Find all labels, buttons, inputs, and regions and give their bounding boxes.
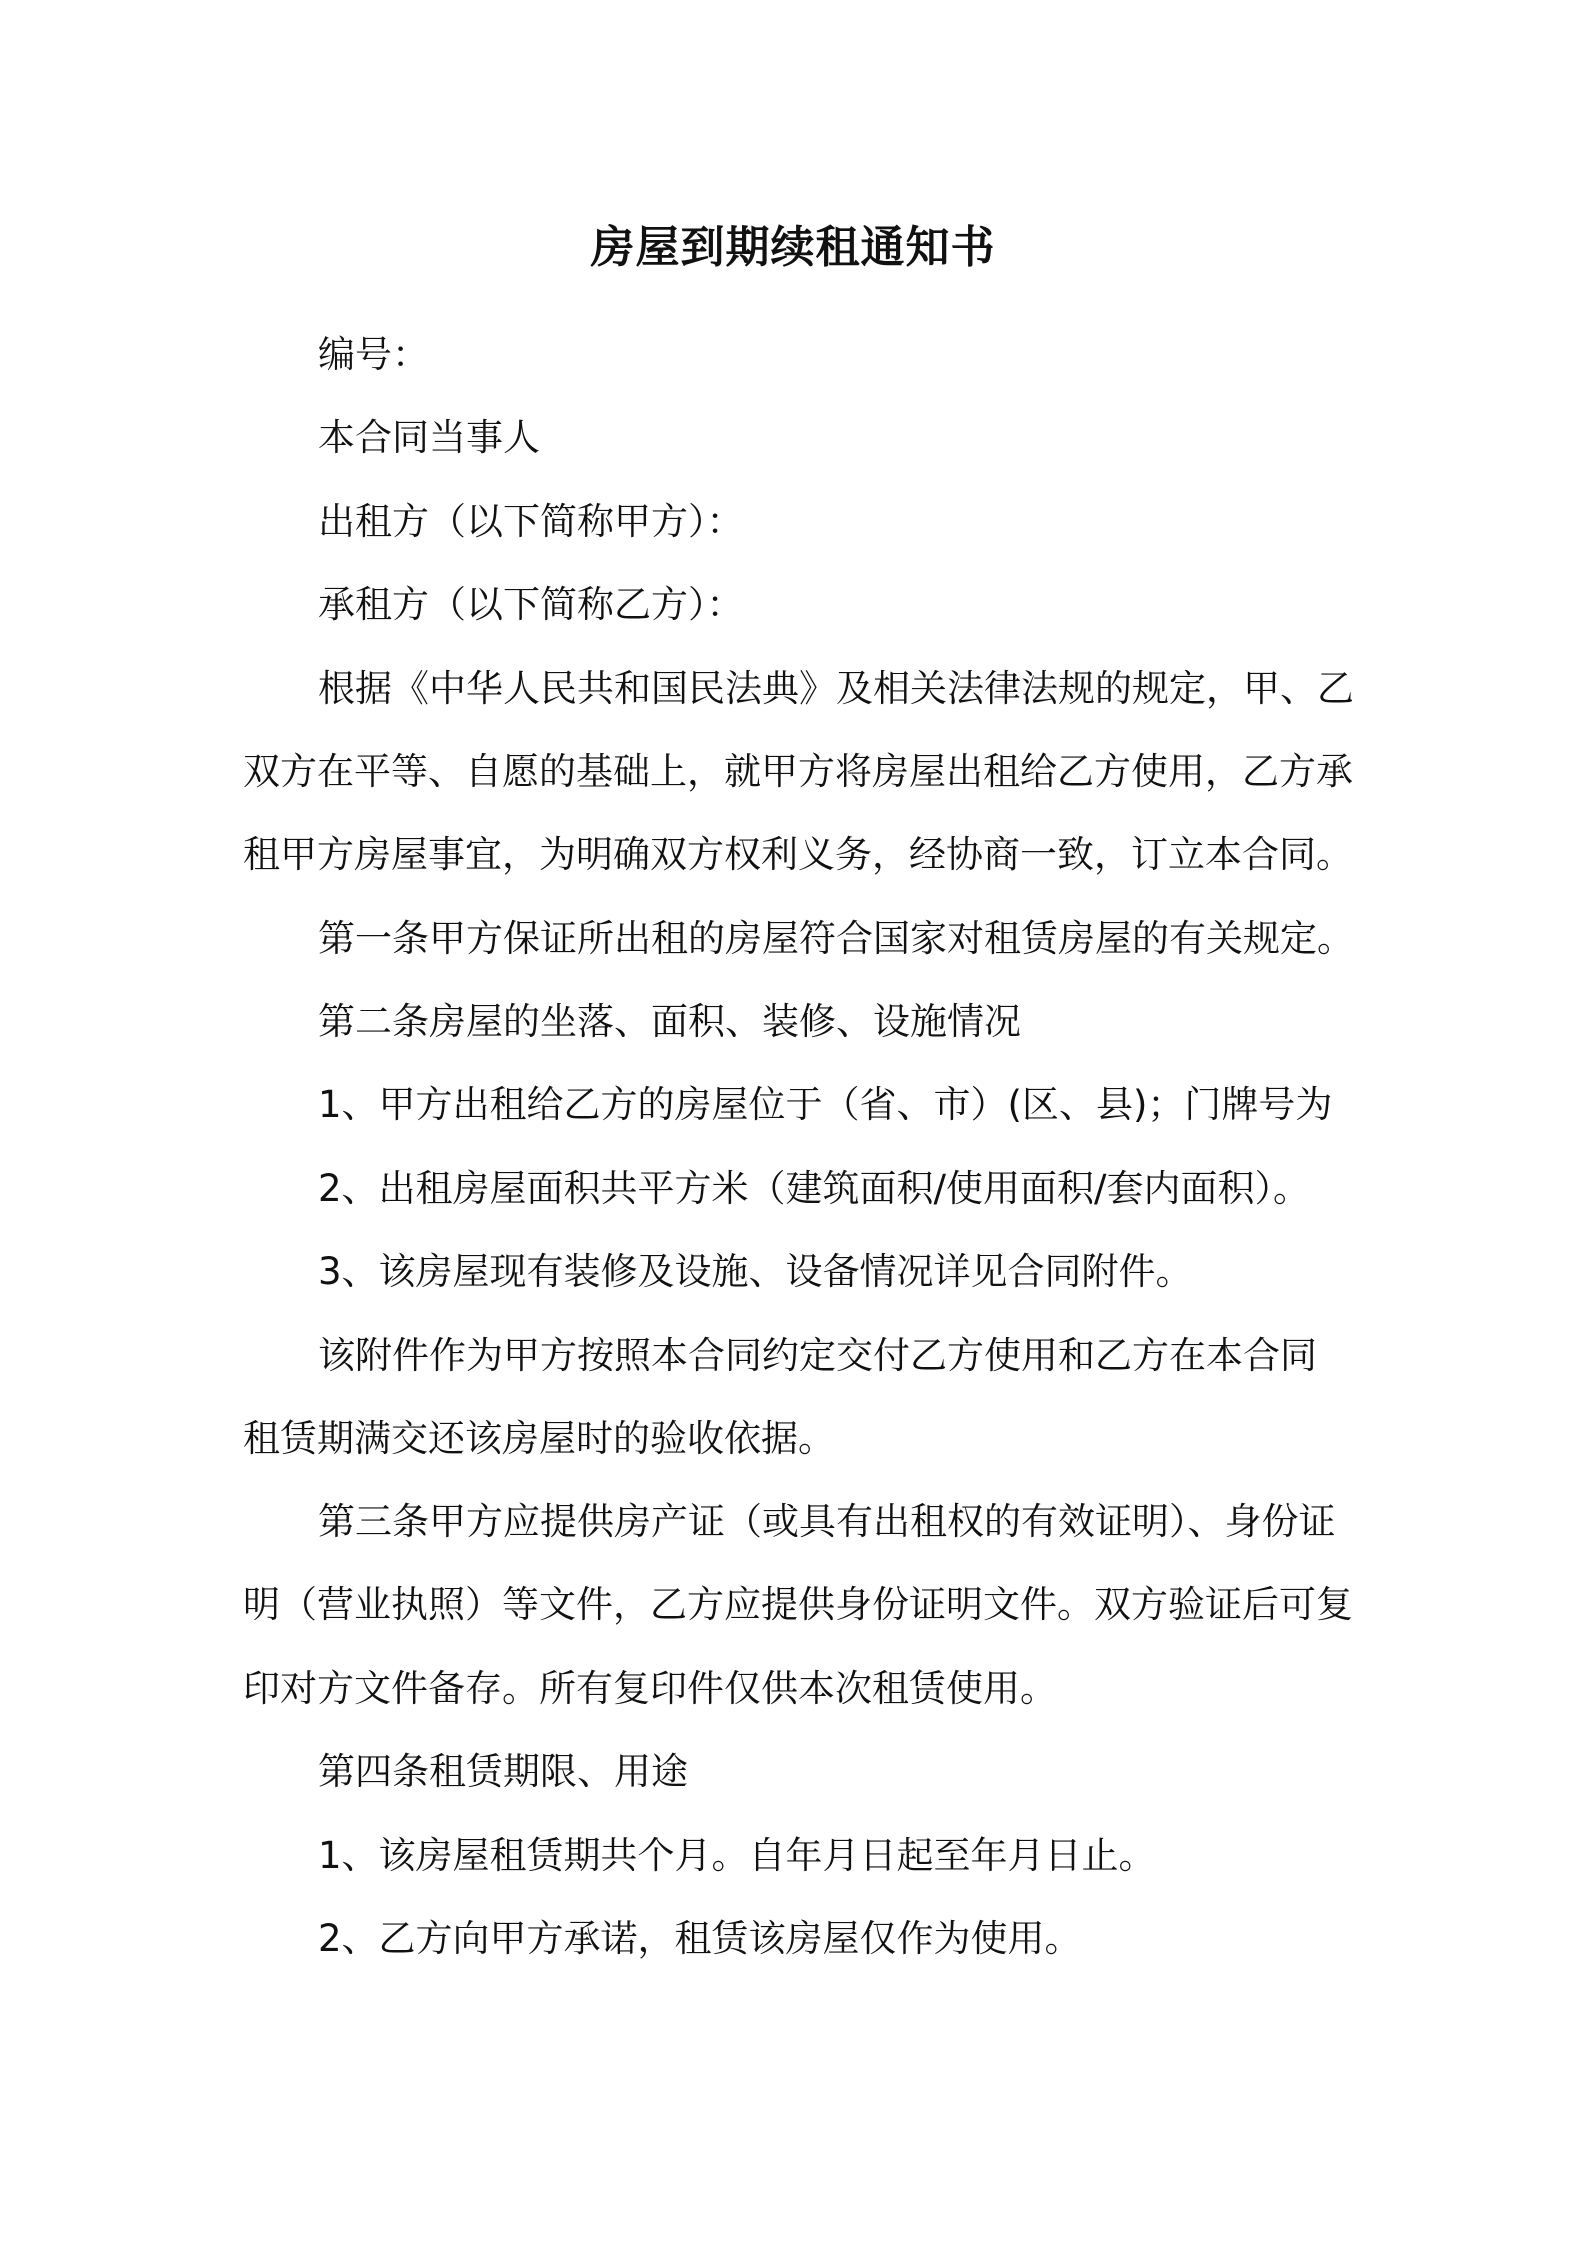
article-4-item-2: 2、乙方向甲方承诺，租赁该房屋仅作为使用。 bbox=[318, 1917, 1082, 1960]
lessor-line: 出租方（以下简称甲方）： bbox=[318, 500, 744, 543]
preamble-line-3: 租甲方房屋事宜，为明确双方权利义务，经协商一致，订立本合同。 bbox=[243, 833, 1353, 876]
article-3-line-3: 印对方文件备存。所有复印件仅供本次租赁使用。 bbox=[243, 1667, 1057, 1710]
article-2-item-3: 3、该房屋现有装修及设施、设备情况详见合同附件。 bbox=[318, 1250, 1193, 1293]
article-2-heading: 第二条房屋的坐落、面积、装修、设施情况 bbox=[318, 1000, 1021, 1043]
document-title: 房屋到期续租通知书 bbox=[590, 222, 996, 273]
parties-heading: 本合同当事人 bbox=[318, 416, 540, 459]
attachment-line-2: 租赁期满交还该房屋时的验收依据。 bbox=[243, 1417, 835, 1460]
attachment-line-1: 该附件作为甲方按照本合同约定交付乙方使用和乙方在本合同 bbox=[318, 1334, 1317, 1377]
article-4-heading: 第四条租赁期限、用途 bbox=[318, 1750, 688, 1793]
preamble-line-1: 根据《中华人民共和国民法典》及相关法律法规的规定，甲、乙 bbox=[318, 667, 1354, 710]
article-3-line-2: 明（营业执照）等文件，乙方应提供身份证明文件。双方验证后可复 bbox=[243, 1583, 1353, 1626]
lessee-line: 承租方（以下简称乙方）： bbox=[318, 583, 744, 626]
article-3-line-1: 第三条甲方应提供房产证（或具有出租权的有效证明）、身份证 bbox=[318, 1500, 1336, 1543]
article-1: 第一条甲方保证所出租的房屋符合国家对租赁房屋的有关规定。 bbox=[318, 917, 1354, 960]
serial-number-line: 编号： bbox=[318, 333, 429, 376]
preamble-line-2: 双方在平等、自愿的基础上，就甲方将房屋出租给乙方使用，乙方承 bbox=[243, 750, 1353, 793]
article-2-item-2: 2、出租房屋面积共平方米（建筑面积/使用面积/套内面积）。 bbox=[318, 1167, 1310, 1210]
article-4-item-1: 1、该房屋租赁期共个月。自年月日起至年月日止。 bbox=[318, 1834, 1156, 1877]
article-2-item-1: 1、甲方出租给乙方的房屋位于（省、市）(区、县)；门牌号为 bbox=[318, 1083, 1333, 1126]
